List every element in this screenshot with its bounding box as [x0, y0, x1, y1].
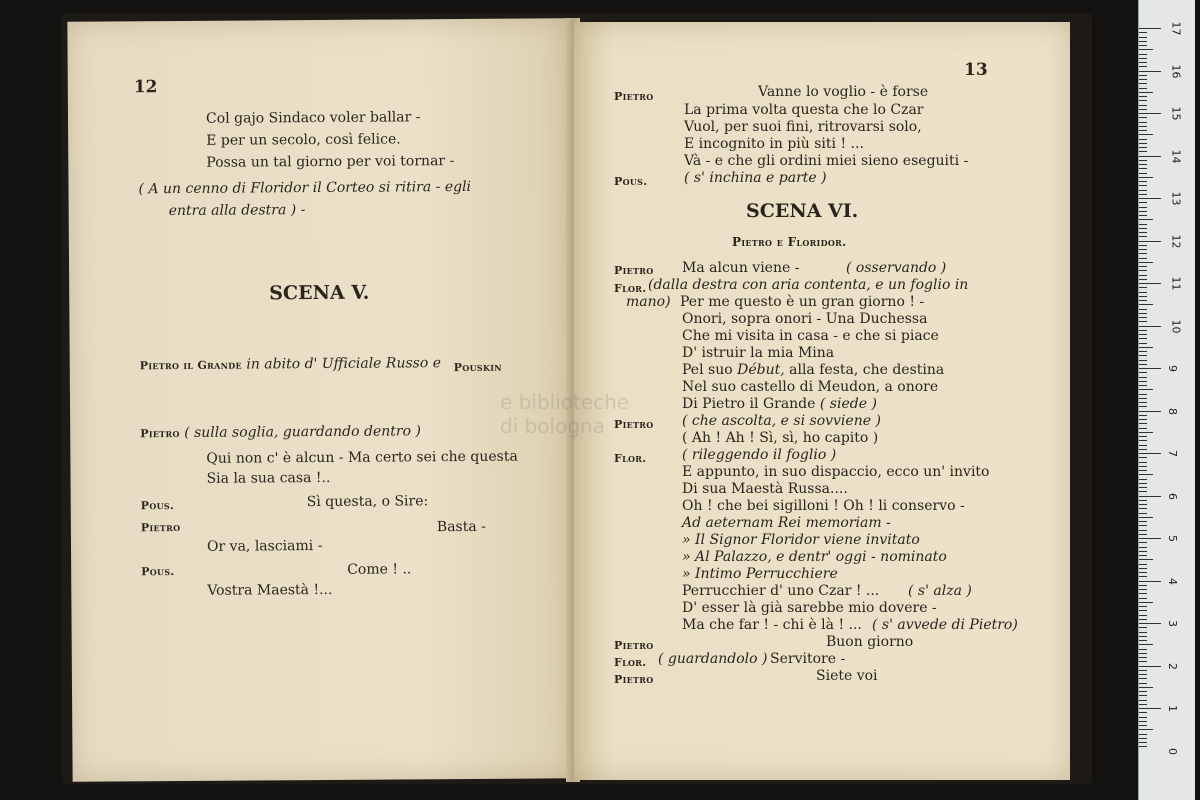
dialogue-line: [140, 423, 421, 442]
ruler-tick: [1139, 88, 1147, 89]
ruler-tick: [1139, 105, 1147, 106]
ruler-number: 4: [1166, 577, 1179, 585]
ruler-tick: [1139, 236, 1147, 237]
verse-line: Che mi visita in casa - e che si piace: [682, 328, 939, 344]
ruler-tick: [1139, 670, 1147, 671]
ruler-tick: [1139, 712, 1147, 713]
page-number-right: 13: [964, 60, 988, 80]
speaker-name: Flor.: [614, 452, 647, 465]
ruler-tick: [1139, 666, 1161, 667]
ruler-tick: [1139, 334, 1147, 335]
ruler-tick: [1139, 292, 1147, 293]
verse-fragment: alla festa, che destina: [789, 362, 945, 378]
ruler-tick: [1139, 547, 1147, 548]
ruler-number: 10: [1169, 319, 1183, 333]
ruler-tick: [1139, 79, 1147, 80]
ruler-tick: [1139, 436, 1147, 437]
ruler-tick: [1139, 71, 1161, 72]
ruler-tick: [1139, 687, 1153, 688]
speaker-name: Pouskin: [453, 360, 502, 375]
speaker-name: Pietro: [614, 673, 654, 686]
scene-title: SCENA VI.: [746, 200, 859, 222]
ruler-tick: [1139, 661, 1147, 662]
ruler-tick: [1139, 309, 1147, 310]
speaker-name: Pietro: [614, 264, 654, 277]
verse-line: » Il Signor Floridor viene invitato: [682, 532, 920, 548]
ruler-tick: [1139, 219, 1153, 220]
ruler-tick: [1139, 41, 1147, 42]
ruler-tick: [1139, 151, 1147, 152]
ruler-number: 5: [1166, 535, 1179, 542]
ruler-tick: [1139, 279, 1147, 280]
ruler-tick: [1139, 508, 1147, 509]
ruler-number: 6: [1166, 492, 1179, 500]
ruler-tick: [1139, 143, 1147, 144]
ruler-tick: [1139, 479, 1147, 480]
ruler-tick: [1139, 126, 1147, 127]
ruler-tick: [1139, 517, 1153, 518]
verse-line: Perrucchier d' uno Czar ! ...: [682, 583, 880, 599]
ruler-number: 17: [1169, 21, 1183, 36]
ruler-tick: [1139, 491, 1147, 492]
speaker-name: Pietro: [614, 418, 654, 431]
ruler-tick: [1139, 734, 1147, 735]
ruler-tick: [1139, 275, 1147, 276]
ruler-tick: [1139, 300, 1147, 301]
characters-line: [140, 355, 441, 374]
ruler-tick: [1139, 598, 1147, 599]
ruler-tick: [1139, 117, 1147, 118]
ruler-tick: [1139, 253, 1147, 254]
watermark-line: e biblioteche: [500, 390, 630, 414]
ruler-tick: [1139, 483, 1147, 484]
verse-line: D' istruir la mia Mina: [682, 345, 835, 361]
ruler-tick: [1139, 249, 1147, 250]
speaker-name: Pous.: [140, 499, 175, 513]
ruler-tick: [1139, 326, 1161, 327]
ruler-tick: [1139, 211, 1147, 212]
verse-line: E per un secolo, così felice.: [206, 131, 401, 149]
ruler-tick: [1139, 640, 1147, 641]
verse-line: Vanne lo voglio - è forse: [758, 84, 929, 100]
verse-line: Siete voi: [816, 668, 878, 684]
ruler-tick: [1139, 551, 1147, 552]
ruler-tick: [1139, 287, 1147, 288]
ruler-tick: [1139, 245, 1147, 246]
ruler-tick: [1139, 606, 1147, 607]
ruler-tick: [1139, 513, 1147, 514]
ruler-tick: [1139, 54, 1147, 55]
ruler-tick: [1139, 224, 1147, 225]
ruler-tick: [1139, 296, 1147, 297]
speaker-name: Flor.: [614, 282, 647, 295]
stage-direction: ( A un cenno di Floridor il Corteo si ritira - egli: [138, 178, 472, 198]
verse-line: Come ! ..: [347, 561, 412, 578]
ruler-tick: [1139, 457, 1147, 458]
ruler-tick: [1139, 585, 1147, 586]
ruler-tick: [1139, 411, 1161, 412]
ruler-tick: [1139, 432, 1153, 433]
ruler-tick: [1139, 453, 1161, 454]
library-watermark: [500, 390, 629, 438]
verse-line: Ma che far ! - chi è là ! ...: [682, 617, 862, 633]
verse-line: Or va, lasciami -: [206, 537, 323, 555]
ruler-tick: [1139, 632, 1147, 633]
ruler-tick: [1139, 62, 1147, 63]
ruler-tick: [1139, 185, 1147, 186]
verse-line: Oh ! che bei sigilloni ! Oh ! li conservo -: [682, 498, 965, 514]
ruler-tick: [1139, 496, 1161, 497]
ruler-tick: [1139, 330, 1147, 331]
verse-line: Ad aeternam Rei memoriam -: [682, 515, 891, 531]
speaker-name: Flor.: [614, 656, 647, 669]
ruler-tick: [1139, 49, 1153, 50]
ruler-tick: [1139, 564, 1147, 565]
speaker-name: Pous.: [614, 175, 648, 188]
ruler-tick: [1139, 381, 1147, 382]
ruler-tick: [1139, 530, 1147, 531]
ruler-tick: [1139, 568, 1147, 569]
stage-direction: ( s' inchina e parte ): [684, 170, 827, 186]
ruler-tick: [1139, 462, 1147, 463]
ruler-tick: [1139, 593, 1147, 594]
stage-direction: ( che ascolta, e si sovviene ): [682, 413, 881, 429]
ruler-tick: [1139, 721, 1147, 722]
verse-line: Nel suo castello di Meudon, a onore: [682, 379, 939, 395]
verse-line: La prima volta questa che lo Czar: [684, 102, 924, 118]
ruler-tick: [1139, 423, 1147, 424]
ruler-tick: [1139, 470, 1147, 471]
ruler-tick: [1139, 28, 1161, 29]
ruler-number: 14: [1169, 149, 1183, 163]
verse-line: Possa un tal giorno per voi tornar -: [206, 153, 455, 171]
ruler-tick: [1139, 674, 1147, 675]
ruler-tick: [1139, 198, 1161, 199]
ruler-tick: [1139, 521, 1147, 522]
verse-line: Buon giorno: [826, 634, 914, 650]
ruler-tick: [1139, 538, 1161, 539]
ruler-tick: [1139, 355, 1147, 356]
ruler-tick: [1139, 190, 1147, 191]
ruler-tick: [1139, 415, 1147, 416]
ruler-tick: [1139, 194, 1147, 195]
ruler-tick: [1139, 559, 1153, 560]
ruler-number: 8: [1166, 407, 1179, 415]
ruler-tick: [1139, 173, 1147, 174]
verse-line: Di sua Maestà Russa....: [682, 481, 848, 497]
ruler-tick: [1139, 58, 1147, 59]
stage-direction: mano): [626, 294, 671, 310]
ruler-tick: [1139, 615, 1147, 616]
ruler-tick: [1139, 37, 1147, 38]
ruler-tick: [1139, 385, 1147, 386]
ruler-tick: [1139, 695, 1147, 696]
speaker-name: Pietro: [614, 90, 654, 103]
ruler-tick: [1139, 440, 1147, 441]
ruler-tick: [1139, 394, 1147, 395]
ruler-tick: [1139, 708, 1161, 709]
speaker-name: Pietro: [140, 426, 180, 441]
ruler-tick: [1139, 649, 1147, 650]
verse-line: D' esser là già sarebbe mio dovere -: [682, 600, 937, 616]
verse-line: » Al Palazzo, e dentr' oggi - nominato: [682, 549, 947, 565]
ruler-tick: [1139, 368, 1161, 369]
verse-line: Và - e che gli ordini miei sieno eseguiti -: [684, 153, 969, 169]
page-number-left: 12: [133, 77, 158, 98]
verse-line: Servitore -: [770, 651, 846, 667]
verse-line: Sia la sua casa !..: [206, 469, 331, 487]
ruler-number: 16: [1169, 64, 1183, 78]
ruler-tick: [1139, 164, 1147, 165]
ruler-tick: [1139, 228, 1147, 229]
stage-direction: ( osservando ): [846, 260, 947, 276]
ruler-tick: [1139, 160, 1147, 161]
stage-direction: in abito d' Ufficiale Russo e: [246, 355, 442, 373]
ruler-tick: [1139, 534, 1147, 535]
stage-direction: (dalla destra con aria contenta, e un foglio in: [648, 277, 969, 293]
verse-line: Ma alcun viene -: [682, 260, 800, 276]
ruler-tick: [1139, 644, 1153, 645]
verse-line: Vuol, per suoi fini, ritrovarsi solo,: [684, 119, 922, 135]
ruler-tick: [1139, 487, 1147, 488]
ruler-tick: [1139, 66, 1147, 67]
stage-direction: ( guardandolo ): [658, 651, 768, 667]
verse-line: E appunto, in suo dispaccio, ecco un' invito: [682, 464, 990, 480]
characters-line: Pietro e Floridor.: [732, 235, 847, 249]
verse-line: Vostra Maestà !...: [207, 581, 333, 599]
stage-direction: ( siede ): [819, 396, 877, 412]
ruler-tick: [1139, 317, 1147, 318]
ruler-tick: [1139, 338, 1147, 339]
ruler-tick: [1139, 258, 1147, 259]
ruler-tick: [1139, 725, 1147, 726]
ruler-tick: [1139, 700, 1147, 701]
ruler-tick: [1139, 177, 1153, 178]
ruler-tick: [1139, 428, 1147, 429]
verse-line: ( Ah ! Ah ! Sì, sì, ho capito ): [682, 430, 879, 446]
ruler-tick: [1139, 215, 1147, 216]
verse-fragment: Di Pietro il Grande: [682, 396, 816, 412]
ruler-number: 2: [1166, 662, 1179, 670]
ruler-tick: [1139, 555, 1147, 556]
ruler-number: 0: [1166, 747, 1179, 755]
verse-line: Per me questo è un gran giorno ! -: [680, 294, 925, 310]
verse-line: » Intimo Perrucchiere: [682, 566, 838, 582]
ruler-tick: [1139, 500, 1147, 501]
ruler-tick: [1139, 683, 1147, 684]
stage-direction: ( s' alza ): [908, 583, 972, 599]
scene-title: SCENA V.: [269, 281, 370, 305]
ruler-tick: [1139, 113, 1161, 114]
ruler-tick: [1139, 139, 1147, 140]
ruler-tick: [1139, 134, 1153, 135]
right-page: [574, 22, 1070, 780]
ruler-tick: [1139, 717, 1147, 718]
ruler-tick: [1139, 525, 1147, 526]
ruler-tick: [1139, 619, 1147, 620]
ruler-tick: [1139, 109, 1147, 110]
ruler-tick: [1139, 343, 1147, 344]
ruler-tick: [1139, 402, 1147, 403]
ruler-tick: [1139, 504, 1147, 505]
ruler-tick: [1139, 96, 1147, 97]
ruler-tick: [1139, 389, 1153, 390]
verse-line: Onori, sopra onori - Una Duchessa: [682, 311, 928, 327]
ruler-number: 15: [1169, 106, 1183, 121]
ruler-tick: [1139, 419, 1147, 420]
ruler-tick: [1139, 678, 1147, 679]
ruler-tick: [1139, 576, 1147, 577]
ruler-tick: [1139, 377, 1147, 378]
ruler-tick: [1139, 636, 1147, 637]
ruler-tick: [1139, 581, 1161, 582]
ruler-tick: [1139, 168, 1147, 169]
ruler-tick: [1139, 92, 1153, 93]
ruler-tick: [1139, 738, 1147, 739]
verse-line: [682, 362, 944, 379]
verse-line: Col gajo Sindaco voler ballar -: [205, 109, 421, 127]
verse-line: E incognito in più siti ! ...: [684, 136, 864, 152]
ruler-tick: [1139, 445, 1147, 446]
ruler-tick: [1139, 729, 1153, 730]
ruler-tick: [1139, 232, 1147, 233]
ruler-tick: [1139, 653, 1147, 654]
ruler-tick: [1139, 623, 1161, 624]
ruler-tick: [1139, 100, 1147, 101]
ruler-tick: [1139, 360, 1147, 361]
ruler-tick: [1139, 364, 1147, 365]
ruler-tick: [1139, 181, 1147, 182]
ruler-tick: [1139, 602, 1153, 603]
ruler-number: 13: [1169, 191, 1183, 206]
verse-fragment: Début,: [737, 362, 785, 378]
ruler-tick: [1139, 406, 1147, 407]
ruler-tick: [1139, 304, 1153, 305]
ruler-tick: [1139, 657, 1147, 658]
ruler-tick: [1139, 130, 1147, 131]
ruler-tick: [1139, 321, 1147, 322]
ruler-tick: [1139, 283, 1161, 284]
ruler-tick: [1139, 372, 1147, 373]
ruler-tick: [1139, 262, 1153, 263]
ruler-tick: [1139, 32, 1147, 33]
speaker-name: Pietro: [614, 639, 654, 652]
ruler-tick: [1139, 742, 1147, 743]
ruler-tick: [1139, 627, 1147, 628]
ruler-tick: [1139, 207, 1147, 208]
ruler-tick: [1139, 147, 1147, 148]
ruler-tick: [1139, 122, 1147, 123]
stage-direction: ( sulla soglia, guardando dentro ): [184, 423, 421, 441]
ruler-tick: [1139, 589, 1147, 590]
speaker-name: Pietro: [140, 520, 181, 535]
speaker-name: Pous.: [141, 565, 175, 579]
ruler-tick: [1139, 266, 1147, 267]
ruler-tick: [1139, 45, 1147, 46]
ruler-number: 9: [1166, 365, 1179, 372]
ruler-number: 3: [1166, 620, 1179, 627]
ruler-tick: [1139, 449, 1147, 450]
measuring-ruler: [1138, 0, 1195, 800]
left-page: [67, 18, 572, 781]
ruler-tick: [1139, 542, 1147, 543]
ruler-tick: [1139, 75, 1147, 76]
ruler-number: 11: [1169, 276, 1183, 291]
stage-direction: ( rileggendo il foglio ): [682, 447, 837, 463]
verse-line: [682, 396, 877, 413]
ruler-number: 1: [1166, 705, 1179, 712]
ruler-tick: [1139, 466, 1147, 467]
ruler-tick: [1139, 313, 1147, 314]
verse-line: Qui non c' è alcun - Ma certo sei che questa: [206, 448, 518, 467]
ruler-tick: [1139, 351, 1147, 352]
stage-direction: ( s' avvede di Pietro): [872, 617, 1018, 633]
ruler-tick: [1139, 704, 1147, 705]
ruler-tick: [1139, 398, 1147, 399]
ruler-tick: [1139, 83, 1147, 84]
ruler-tick: [1139, 610, 1147, 611]
ruler-tick: [1139, 474, 1153, 475]
verse-fragment: Pel suo: [682, 362, 733, 378]
ruler-number: 7: [1166, 450, 1179, 457]
ruler-tick: [1139, 270, 1147, 271]
ruler-tick: [1139, 347, 1153, 348]
watermark-line: di bologna: [500, 414, 605, 438]
verse-line: Basta -: [436, 518, 486, 536]
ruler-tick: [1139, 156, 1161, 157]
ruler-number: 12: [1169, 234, 1183, 248]
ruler-tick: [1139, 746, 1147, 747]
ruler-tick: [1139, 202, 1147, 203]
verse-line: Sì questa, o Sire:: [306, 493, 429, 511]
speaker-name: Pietro il Grande: [139, 358, 242, 373]
ruler-tick: [1139, 572, 1147, 573]
ruler-tick: [1139, 241, 1161, 242]
ruler-tick: [1139, 691, 1147, 692]
stage-direction: entra alla destra ) -: [168, 202, 306, 220]
